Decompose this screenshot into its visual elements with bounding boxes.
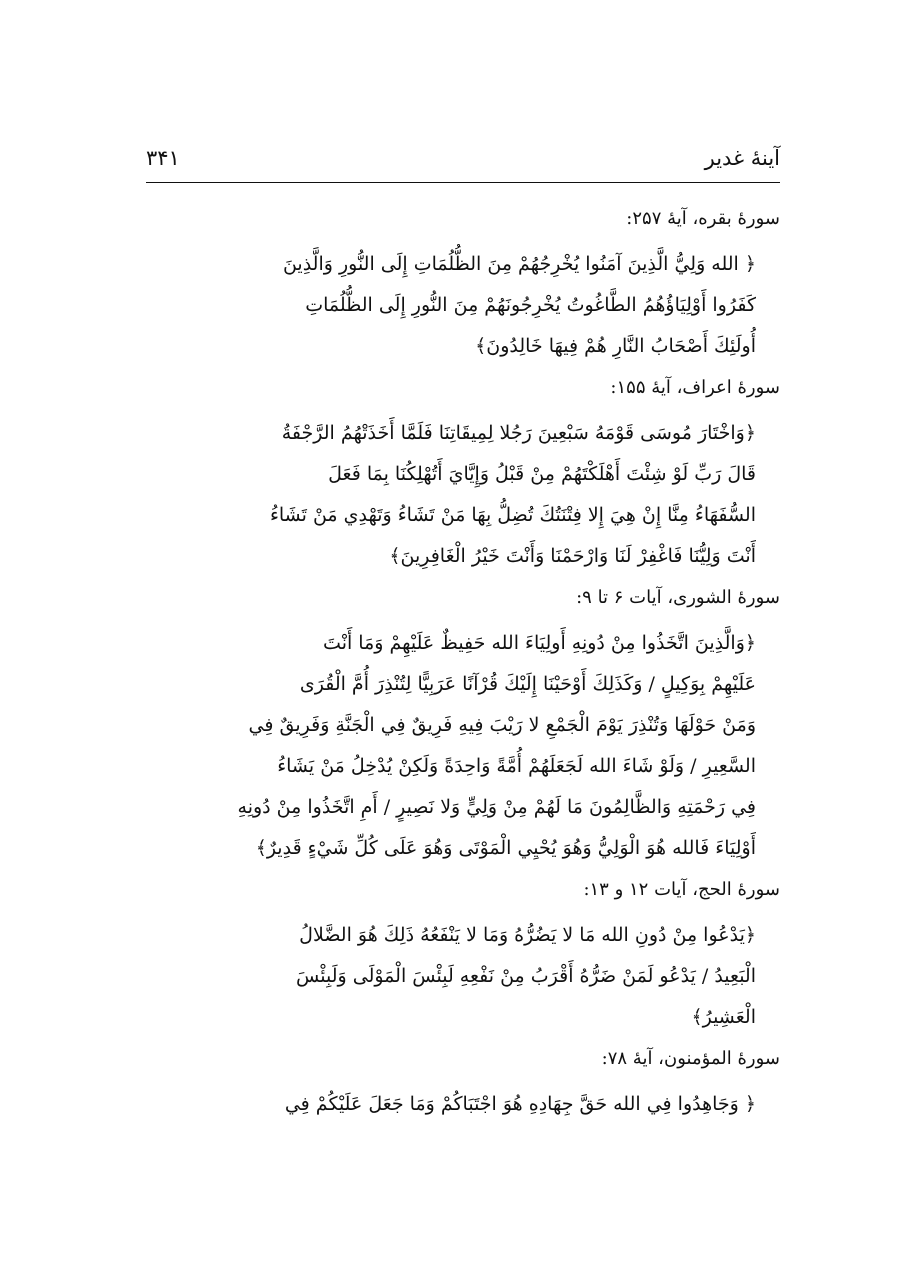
header-rule (146, 182, 780, 183)
verse-line: السُّفَهَاءُ مِنَّا إِنْ هِيَ إِلا فِتْنَتُكَ تُضِلُّ بِهَا مَنْ تَشَاءُ وَتَهْدِي مَنْ تَشَاءُ (269, 504, 756, 526)
verse-block (146, 623, 756, 869)
verse-line: قَالَ رَبِّ لَوْ شِئْتَ أَهْلَكْتَهُمْ مِنْ قَبْلُ وَإِيَّايَ أَتُهْلِكُنَا بِمَا فَعَلَ (328, 463, 756, 485)
verse-reference: سورهٔ بقره، آيهٔ ۲۵۷: (626, 208, 780, 229)
verse-line: ﴿يَدْعُوا مِنْ دُونِ الله مَا لا يَضُرُّهُ وَمَا لا يَنْفَعُهُ ذَلِكَ هُوَ الضَّلالُ (299, 924, 756, 946)
verse-block (146, 1084, 756, 1125)
verse-block (146, 244, 756, 367)
verse-line: الْبَعِيدُ / يَدْعُو لَمَنْ ضَرُّهُ أَقْرَبُ مِنْ نَفْعِهِ لَبِئْسَ الْمَوْلَى وَلَبِئْسَ (296, 965, 756, 987)
verse-line: ﴿ وَجَاهِدُوا فِي الله حَقَّ جِهَادِهِ هُوَ اجْتَبَاكُمْ وَمَا جَعَلَ عَلَيْكُمْ فِي (284, 1093, 756, 1115)
verse-reference: سورهٔ المؤمنون، آيهٔ ۷۸: (601, 1048, 780, 1069)
verse-line: السَّعِيرِ / وَلَوْ شَاءَ الله لَجَعَلَهُمْ أُمَّةً وَاحِدَةً وَلَكِنْ يُدْخِلُ مَنْ يَشَاءُ (277, 755, 756, 777)
verse-reference: سورهٔ اعراف، آيهٔ ۱۵۵: (610, 377, 780, 398)
verse-line: أُولَئِكَ أَصْحَابُ النَّارِ هُمْ فِيهَا خَالِدُونَ﴾ (475, 335, 756, 357)
verse-line: كَفَرُوا أَوْلِيَاؤُهُمُ الطَّاغُوتُ يُخْرِجُونَهُمْ مِنَ النُّورِ إِلَى الظُّلُمَاتِ (305, 294, 756, 316)
verse-line: ﴿ الله وَلِيُّ الَّذِينَ آمَنُوا يُخْرِجُهُمْ مِنَ الظُّلُمَاتِ إِلَى النُّورِ وَالَّذِينَ (282, 253, 756, 275)
verse-line: وَمَنْ حَوْلَهَا وَتُنْذِرَ يَوْمَ الْجَمْعِ لا رَيْبَ فِيهِ فَرِيقٌ فِي الْجَنَّةِ وَفَرِيقٌ فِي (248, 714, 756, 736)
running-title: آينهٔ غدير (704, 146, 780, 170)
page-header (146, 138, 780, 178)
verse-reference: سورهٔ الشورى، آيات ۶ تا ۹: (576, 587, 780, 608)
verse-line: أَوْلِيَاءَ فَالله هُوَ الْوَلِيُّ وَهُوَ يُحْيِي الْمَوْتَى وَهُوَ عَلَى كُلِّ شَيْءٍ قَدِيرٌ﴾ (255, 837, 756, 859)
page-body (146, 204, 780, 1131)
verse-block (146, 413, 756, 577)
verse-line: ﴿وَاخْتَارَ مُوسَى قَوْمَهُ سَبْعِينَ رَجُلا لِمِيقَاتِنَا فَلَمَّا أَخَذَتْهُمُ الرَّجْفَةُ (281, 422, 756, 444)
verse-line: الْعَشِيرُ﴾ (691, 1006, 756, 1028)
verse-reference: سورهٔ الحج، آيات ۱۲ و ۱۳: (583, 879, 780, 900)
page-number: ۳۴۱ (146, 146, 180, 170)
verse-line: عَلَيْهِمْ بِوَكِيلٍ / وَكَذَلِكَ أَوْحَيْنَا إِلَيْكَ قُرْآنًا عَرَبِيًّا لِتُنْذِرَ أُمَّ الْقُرَى (299, 673, 756, 695)
verse-line: فِي رَحْمَتِهِ وَالظَّالِمُونَ مَا لَهُمْ مِنْ وَلِيٍّ وَلا نَصِيرٍ / أَمِ اتَّخَذُوا مِنْ دُونِهِ (237, 796, 756, 818)
verse-line: أَنْتَ وَلِيُّنَا فَاغْفِرْ لَنَا وَارْحَمْنَا وَأَنْتَ خَيْرُ الْغَافِرِينَ﴾ (389, 545, 756, 567)
verse-block (146, 915, 756, 1038)
verse-line: ﴿وَالَّذِينَ اتَّخَذُوا مِنْ دُونِهِ أَولِيَاءَ الله حَفِيظٌ عَلَيْهِمْ وَمَا أَنْتَ (323, 632, 756, 654)
